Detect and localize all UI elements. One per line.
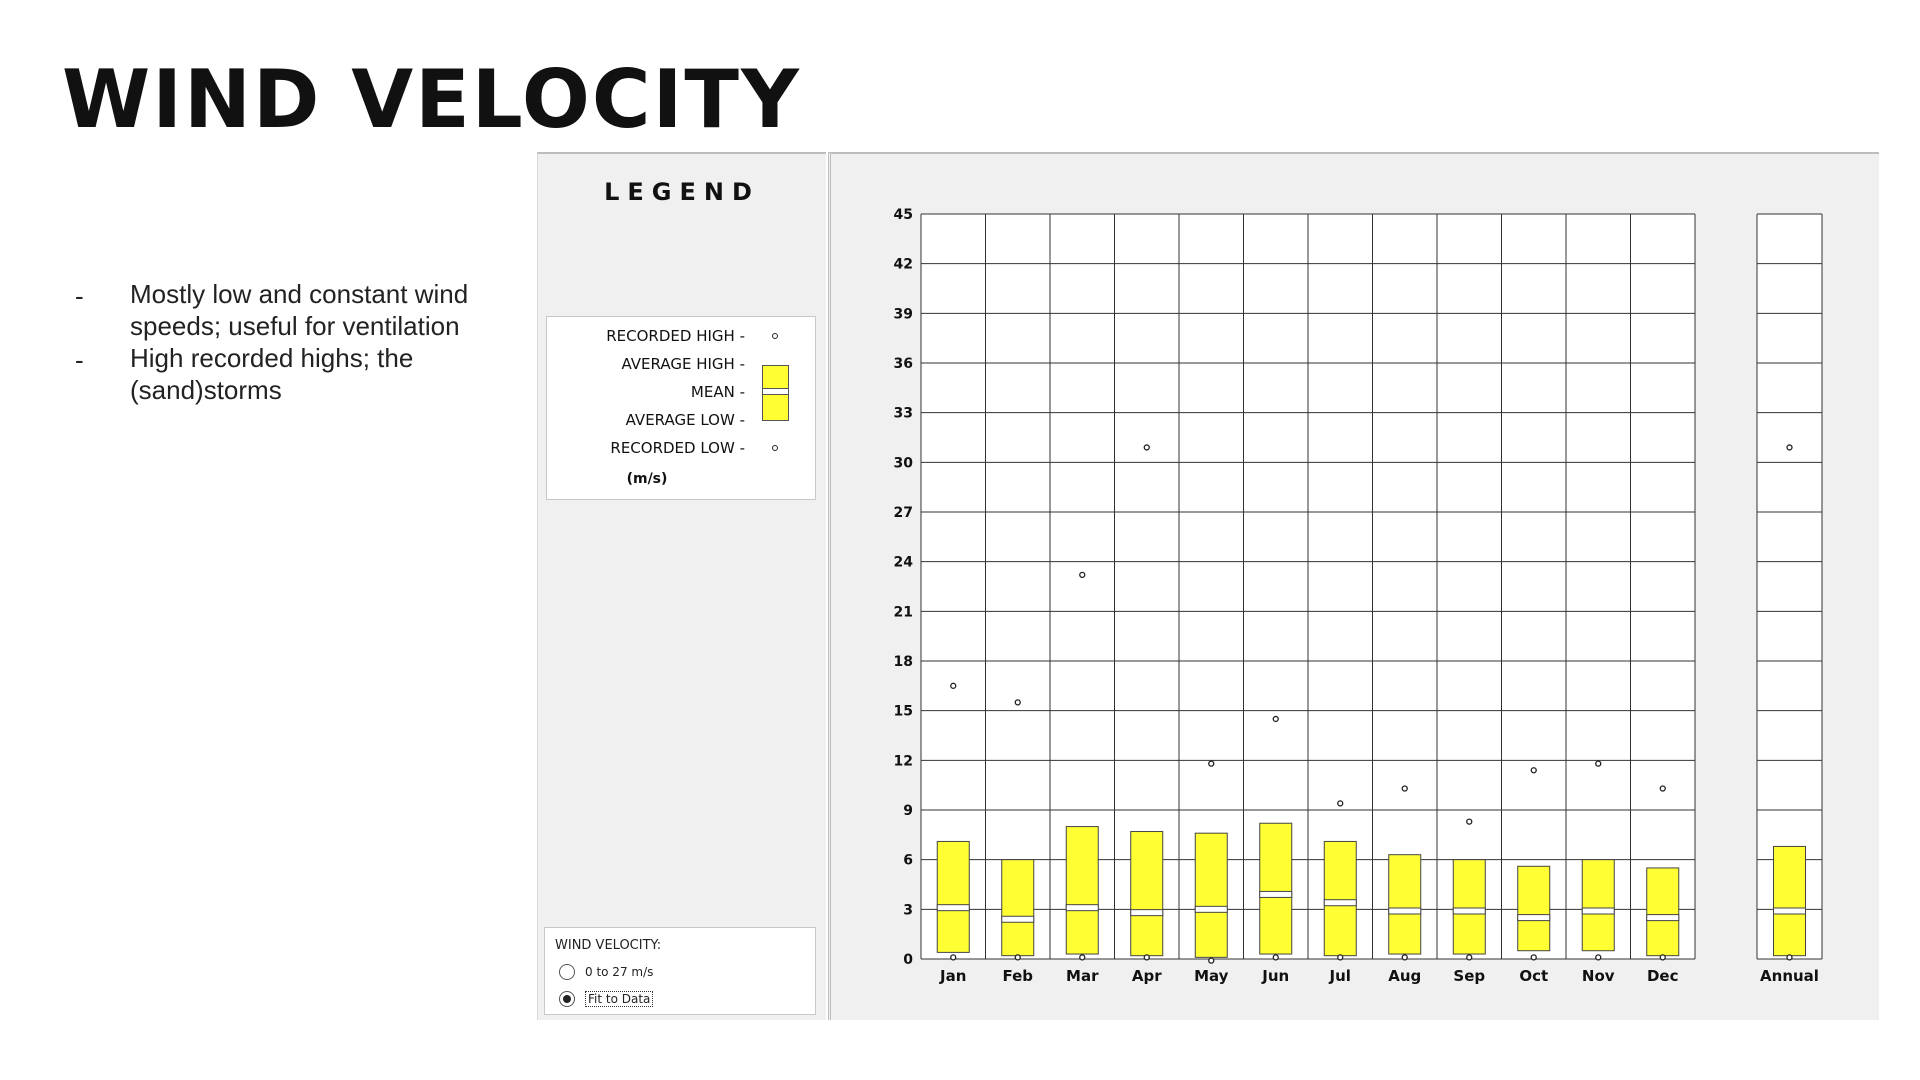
- mean-line: [1260, 891, 1292, 897]
- y-tick-label: 9: [903, 803, 913, 819]
- box-bar: [1260, 823, 1292, 954]
- bullet-item: [75, 278, 495, 342]
- box-bar: [1066, 827, 1098, 954]
- recorded-low-point: [1531, 955, 1536, 960]
- x-tick-label: Feb: [1002, 967, 1034, 985]
- wind-velocity-options: [544, 927, 816, 1015]
- x-tick-label: Jan: [940, 967, 967, 985]
- y-tick-label: 15: [893, 703, 913, 720]
- legend-mean-label: MEAN -: [690, 383, 745, 401]
- mean-line: [1131, 910, 1163, 916]
- range-option-label: 0 to 27 m/s: [585, 965, 654, 979]
- x-tick-label: Jun: [1262, 967, 1290, 985]
- recorded-high-point: [1273, 716, 1278, 721]
- recorded-high-marker-icon: [772, 333, 778, 339]
- chart-panel: [828, 152, 1879, 1020]
- mean-line: [1647, 915, 1679, 921]
- recorded-high-point: [1080, 572, 1085, 577]
- x-tick-label: Sep: [1453, 967, 1486, 985]
- recorded-high-point: [1787, 445, 1792, 450]
- y-tick-label: 45: [893, 207, 913, 223]
- mean-line: [1453, 908, 1485, 914]
- wind-velocity-title: WIND VELOCITY:: [555, 938, 662, 953]
- recorded-low-point: [1338, 955, 1343, 960]
- box-bar: [1518, 866, 1550, 950]
- recorded-low-point: [1402, 955, 1407, 960]
- recorded-low-point: [1660, 955, 1665, 960]
- recorded-high-point: [1467, 819, 1472, 824]
- mean-line: [1002, 916, 1034, 922]
- y-tick-label: 6: [903, 852, 913, 869]
- legend-box-swatch-icon: [762, 365, 789, 421]
- mean-line: [1518, 915, 1550, 921]
- recorded-high-point: [1596, 761, 1601, 766]
- x-tick-label: Nov: [1581, 967, 1615, 985]
- y-tick-label: 24: [893, 554, 913, 571]
- box-bar: [1324, 841, 1356, 955]
- mean-line: [1324, 900, 1356, 906]
- recorded-low-point: [1209, 958, 1214, 963]
- range-option-fit[interactable]: [559, 991, 653, 1007]
- recorded-low-marker-icon: [772, 445, 778, 451]
- recorded-high-point: [1402, 786, 1407, 791]
- legend-recorded-low-label: RECORDED LOW -: [610, 439, 745, 457]
- legend-panel: [537, 152, 826, 1020]
- bullet-text: Mostly low and constant wind speeds; useful for ventilation: [130, 279, 469, 341]
- box-bar: [1453, 860, 1485, 954]
- bullet-dash: -: [75, 345, 84, 375]
- x-tick-label: Aug: [1388, 967, 1422, 985]
- x-tick-label: Annual: [1760, 967, 1819, 985]
- bullet-dash: -: [75, 281, 84, 311]
- x-tick-label: Dec: [1646, 967, 1679, 985]
- bullet-text: High recorded highs; the (sand)storms: [130, 343, 414, 405]
- y-tick-label: 33: [893, 405, 913, 422]
- legend-average-high-label: AVERAGE HIGH -: [621, 355, 745, 373]
- y-tick-label: 36: [893, 356, 913, 372]
- y-tick-label: 0: [903, 952, 913, 968]
- recorded-low-point: [1144, 955, 1149, 960]
- mean-line: [1066, 905, 1098, 911]
- radio-unselected-icon[interactable]: [559, 964, 575, 980]
- range-option-fixed[interactable]: [559, 964, 653, 980]
- mean-line: [937, 905, 969, 911]
- box-bar: [1647, 868, 1679, 956]
- y-tick-label: 42: [893, 256, 913, 273]
- x-tick-label: Oct: [1519, 967, 1549, 985]
- recorded-low-point: [1015, 955, 1020, 960]
- box-bar: [1774, 846, 1806, 955]
- mean-line: [1389, 908, 1421, 914]
- recorded-low-point: [1273, 955, 1278, 960]
- x-tick-label: Mar: [1066, 967, 1099, 985]
- y-tick-label: 27: [893, 505, 913, 521]
- recorded-low-point: [1467, 955, 1472, 960]
- legend-box: [546, 316, 816, 500]
- box-bar: [937, 841, 969, 952]
- x-tick-label: Apr: [1131, 967, 1162, 985]
- box-bar: [1389, 855, 1421, 954]
- recorded-high-point: [1209, 761, 1214, 766]
- y-tick-label: 12: [893, 753, 913, 770]
- mean-line: [1774, 908, 1806, 914]
- mean-line: [1195, 906, 1227, 912]
- legend-recorded-high-label: RECORDED HIGH -: [606, 327, 745, 345]
- recorded-high-point: [1015, 700, 1020, 705]
- range-option-label: Fit to Data: [585, 991, 653, 1007]
- y-tick-label: 3: [903, 902, 913, 919]
- recorded-low-point: [951, 955, 956, 960]
- bullet-list: [75, 278, 495, 406]
- recorded-high-point: [1144, 445, 1149, 450]
- box-bar: [1002, 860, 1034, 956]
- wind-velocity-chart: [831, 154, 1879, 1020]
- radio-selected-icon[interactable]: [559, 991, 575, 1007]
- box-bar: [1582, 860, 1614, 951]
- y-tick-label: 21: [893, 604, 913, 621]
- y-tick-label: 18: [893, 654, 913, 670]
- recorded-low-point: [1080, 955, 1085, 960]
- recorded-high-point: [951, 683, 956, 688]
- x-tick-label: May: [1194, 967, 1229, 985]
- legend-average-low-label: AVERAGE LOW -: [625, 411, 745, 429]
- recorded-high-point: [1338, 801, 1343, 806]
- recorded-high-point: [1531, 768, 1536, 773]
- mean-line: [1582, 908, 1614, 914]
- recorded-low-point: [1787, 955, 1792, 960]
- recorded-high-point: [1660, 786, 1665, 791]
- y-tick-label: 39: [893, 306, 913, 323]
- recorded-low-point: [1596, 955, 1601, 960]
- bullet-item: [75, 342, 495, 406]
- page-title: WIND VELOCITY: [62, 53, 801, 146]
- y-tick-label: 30: [893, 455, 913, 472]
- legend-units: (m/s): [626, 471, 668, 487]
- legend-mean-line: [763, 388, 788, 395]
- box-bar: [1195, 833, 1227, 957]
- legend-title: LEGEND: [604, 178, 760, 206]
- box-bar: [1131, 832, 1163, 956]
- x-tick-label: Jul: [1329, 967, 1351, 985]
